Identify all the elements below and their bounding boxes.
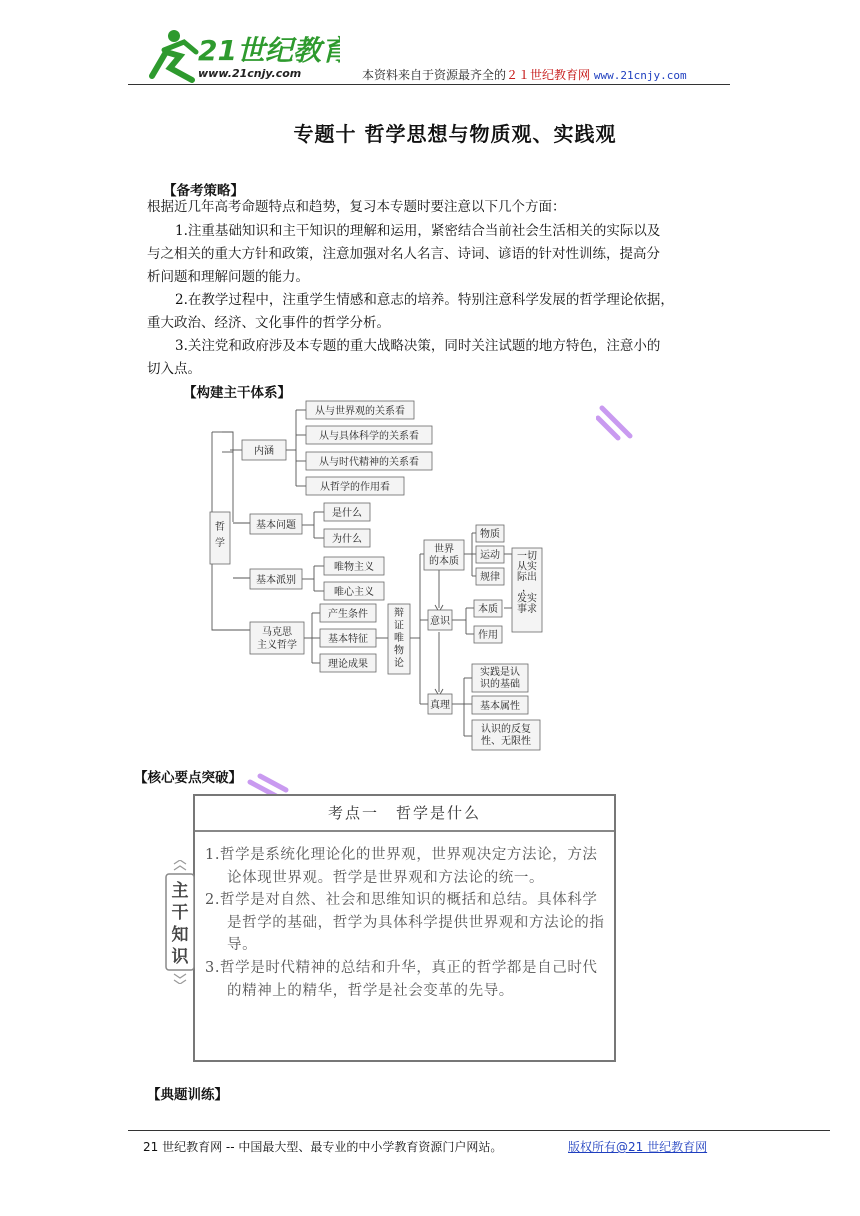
node-repetition-label: 认识的反复性、无限性 (481, 724, 531, 747)
node-basic-question-label: 基本问题 (256, 520, 296, 531)
site-logo (140, 22, 340, 84)
node-conclusion-label: 一切从实际出，发实事求 (517, 551, 537, 615)
node-materialism-label: 唯物主义 (334, 562, 374, 573)
strategy-item-1-line-2: 与之相关的重大方针和政策，注意加强对名人名言、诗词、谚语的针对性训练，提高分 (147, 246, 660, 262)
side-tab (163, 860, 197, 984)
node-origin-label: 产生条件 (328, 609, 368, 620)
node-function-label: 作用 (478, 630, 498, 641)
strategy-item-3-line-2: 切入点。 (147, 361, 201, 377)
side-tab-char-3: 知 (171, 925, 189, 945)
strategy-item-1-line-1: 1.注重基础知识和主干知识的理解和运用，紧密结合当前社会生活相关的实际以及 (175, 223, 661, 239)
node-dialectical-label: 辩证唯物论 (394, 608, 404, 669)
footer-divider (128, 1130, 830, 1131)
header-divider (128, 84, 730, 85)
panel-title: 考点一 哲学是什么 (195, 796, 614, 832)
framework-heading: 【构建主干体系】 (183, 385, 291, 401)
side-tab-char-2: 干 (171, 903, 189, 923)
strategy-item-1-line-3: 析问题和理解问题的能力。 (147, 269, 309, 285)
node-marxism-label: 马克思主义哲学 (257, 627, 297, 651)
node-neihan-1-label: 从与世界观的关系看 (315, 406, 405, 417)
node-basic-schools-label: 基本派别 (256, 575, 296, 586)
node-philosophy-label: 哲学 (215, 522, 225, 549)
footer-text: 21 世纪教育网 -- 中国最大型、最专业的中小学教育资源门户网站。 (143, 1140, 503, 1154)
node-essence-label: 本质 (478, 604, 498, 615)
node-why-label: 为什么 (332, 534, 362, 545)
node-practice-label: 实践是认识的基础 (480, 667, 520, 690)
strategy-item-3-line-1: 3.关注党和政府涉及本专题的重大战略决策，同时关注试题的地方特色，注意小的 (175, 338, 661, 354)
core-heading: 【核心要点突破】 (134, 770, 242, 786)
node-theory-label: 理论成果 (328, 659, 368, 670)
training-heading: 【典题训练】 (147, 1087, 228, 1103)
node-idealism-label: 唯心主义 (334, 587, 374, 598)
watermark-mark-right (596, 402, 640, 442)
strategy-item-2-line-2: 重大政治、经济、文化事件的哲学分析。 (147, 315, 390, 331)
node-features-label: 基本特征 (328, 634, 368, 645)
header-url-link[interactable]: www.21cnjy.com (593, 69, 687, 82)
node-consciousness-label: 意识 (430, 616, 450, 627)
point-3: 3.哲学是时代精神的总结和升华，真正的哲学都是自己时代的精神上的精华，哲学是社会变革的先导。 (205, 959, 598, 999)
node-motion-label: 运动 (480, 550, 500, 561)
header-note (362, 66, 687, 83)
header-site-link[interactable]: ２１世纪教育网 (506, 68, 591, 82)
knowledge-panel (193, 794, 616, 1062)
node-neihan-4-label: 从哲学的作用看 (320, 482, 390, 493)
logo-text: 21世纪教育 (198, 34, 340, 67)
node-law-label: 规律 (480, 572, 500, 583)
chevron-up-icon (174, 860, 186, 870)
node-neihan-2-label: 从与具体科学的关系看 (319, 431, 419, 442)
panel-body (205, 844, 610, 1002)
framework-diagram (206, 400, 546, 760)
side-tab-char-1: 主 (171, 881, 189, 901)
strategy-intro: 根据近几年高考命题特点和趋势，复习本专题时要注意以下几个方面： (147, 199, 566, 215)
strategy-item-2-line-1: 2.在教学过程中，注重学生情感和意志的培养。特别注意科学发展的哲学理论依据， (175, 292, 674, 308)
node-world-label: 世界的本质 (429, 544, 459, 567)
node-attributes-label: 基本属性 (480, 701, 520, 712)
node-neihan-3-label: 从与时代精神的关系看 (319, 457, 419, 468)
page-title: 专题十 哲学思想与物质观、实践观 (293, 122, 617, 146)
node-what-label: 是什么 (332, 508, 362, 519)
footer-copyright-link[interactable]: 版权所有@21 世纪教育网 (568, 1140, 708, 1154)
logo-url: www.21cnjy.com (198, 67, 302, 80)
node-truth-label: 真理 (430, 700, 450, 711)
node-matter-label: 物质 (480, 529, 500, 540)
chevron-down-icon (174, 974, 186, 984)
strategy-heading: 【备考策略】 (163, 183, 244, 199)
side-tab-char-4: 识 (171, 947, 189, 967)
point-2: 2.哲学是对自然、社会和思维知识的概括和总结。具体科学是哲学的基础，哲学为具体科学提供世界观和方法论的指导。 (205, 892, 605, 954)
point-1: 1.哲学是系统化理论化的世界观，世界观决定方法论，方法论体现世界观。哲学是世界观和方法论的统一。 (205, 847, 598, 886)
node-neihan-label: 内涵 (254, 446, 274, 457)
header-note-prefix: 本资料来自于资源最齐全的 (362, 68, 507, 82)
